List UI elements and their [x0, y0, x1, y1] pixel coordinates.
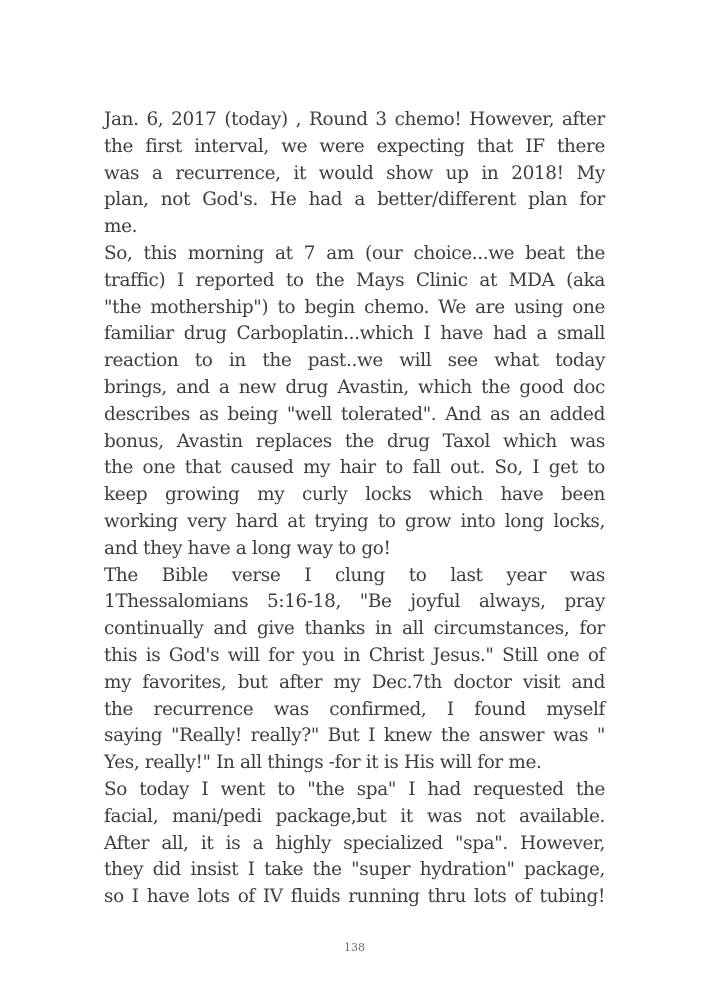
text-line: my favorites, but after my Dec.7th doctor visit and: [104, 671, 605, 693]
paragraph-2: [104, 241, 605, 563]
text-line: So today I went to "the spa" I had requested the: [104, 778, 605, 800]
text-line: traffic) I reported to the Mays Clinic at MDA (aka: [104, 269, 605, 291]
text-line: working very hard at trying to grow into long locks,: [104, 510, 605, 532]
text-line: facial, mani/pedi package,but it was not available.: [104, 805, 605, 827]
text-line: plan, not God's. He had a better/different plan for: [104, 189, 605, 211]
text-line: this is God's will for you in Christ Jesus." Still one of: [104, 644, 605, 666]
paragraph-4: [104, 777, 605, 911]
text-line: "the mothership") to begin chemo. We are using one: [104, 296, 605, 318]
text-line: saying "Really! really?" But I knew the answer was ": [104, 725, 605, 747]
text-line: familiar drug Carboplatin...which I have had a small: [104, 323, 605, 345]
text-line: brings, and a new drug Avastin, which the good doc: [104, 376, 605, 398]
page-number: 138: [344, 941, 365, 954]
text-line: Yes, really!" In all things -for it is His will for me.: [104, 752, 542, 774]
text-line: Jan. 6, 2017 (today) , Round 3 chemo! However, after: [104, 109, 605, 130]
text-line: they did insist I take the "super hydration" package,: [104, 859, 605, 881]
text-line: reaction to in the past..we will see what today: [104, 350, 605, 372]
text-line: The Bible verse I clung to last year was: [104, 564, 605, 586]
text-line: and they have a long way to go!: [104, 537, 391, 559]
text-line: the first interval, we were expecting that IF there: [104, 135, 605, 157]
text-line: bonus, Avastin replaces the drug Taxol which was: [104, 430, 605, 452]
text-line: the recurrence was confirmed, I found myself: [104, 698, 605, 720]
paragraph-1: [104, 107, 605, 241]
text-line: After all, it is a highly specialized "spa". However,: [104, 832, 605, 854]
text-line: So, this morning at 7 am (our choice...we beat the: [104, 242, 605, 264]
text-line: was a recurrence, it would show up in 2018! My: [104, 162, 605, 184]
text-line: so I have lots of IV fluids running thru lots of tubing!: [104, 886, 605, 908]
text-line: describes as being "well tolerated". And as an added: [104, 403, 605, 425]
text-line: me.: [104, 216, 138, 238]
text-line: the one that caused my hair to fall out. So, I get to: [104, 457, 605, 479]
paragraph-3: [104, 563, 605, 777]
body-text: [104, 107, 605, 911]
text-line: 1Thessalomians 5:16-18, "Be joyful always, pray: [104, 591, 605, 613]
text-line: continually and give thanks in all circumstances, for: [104, 618, 605, 640]
text-line: keep growing my curly locks which have been: [104, 484, 605, 506]
